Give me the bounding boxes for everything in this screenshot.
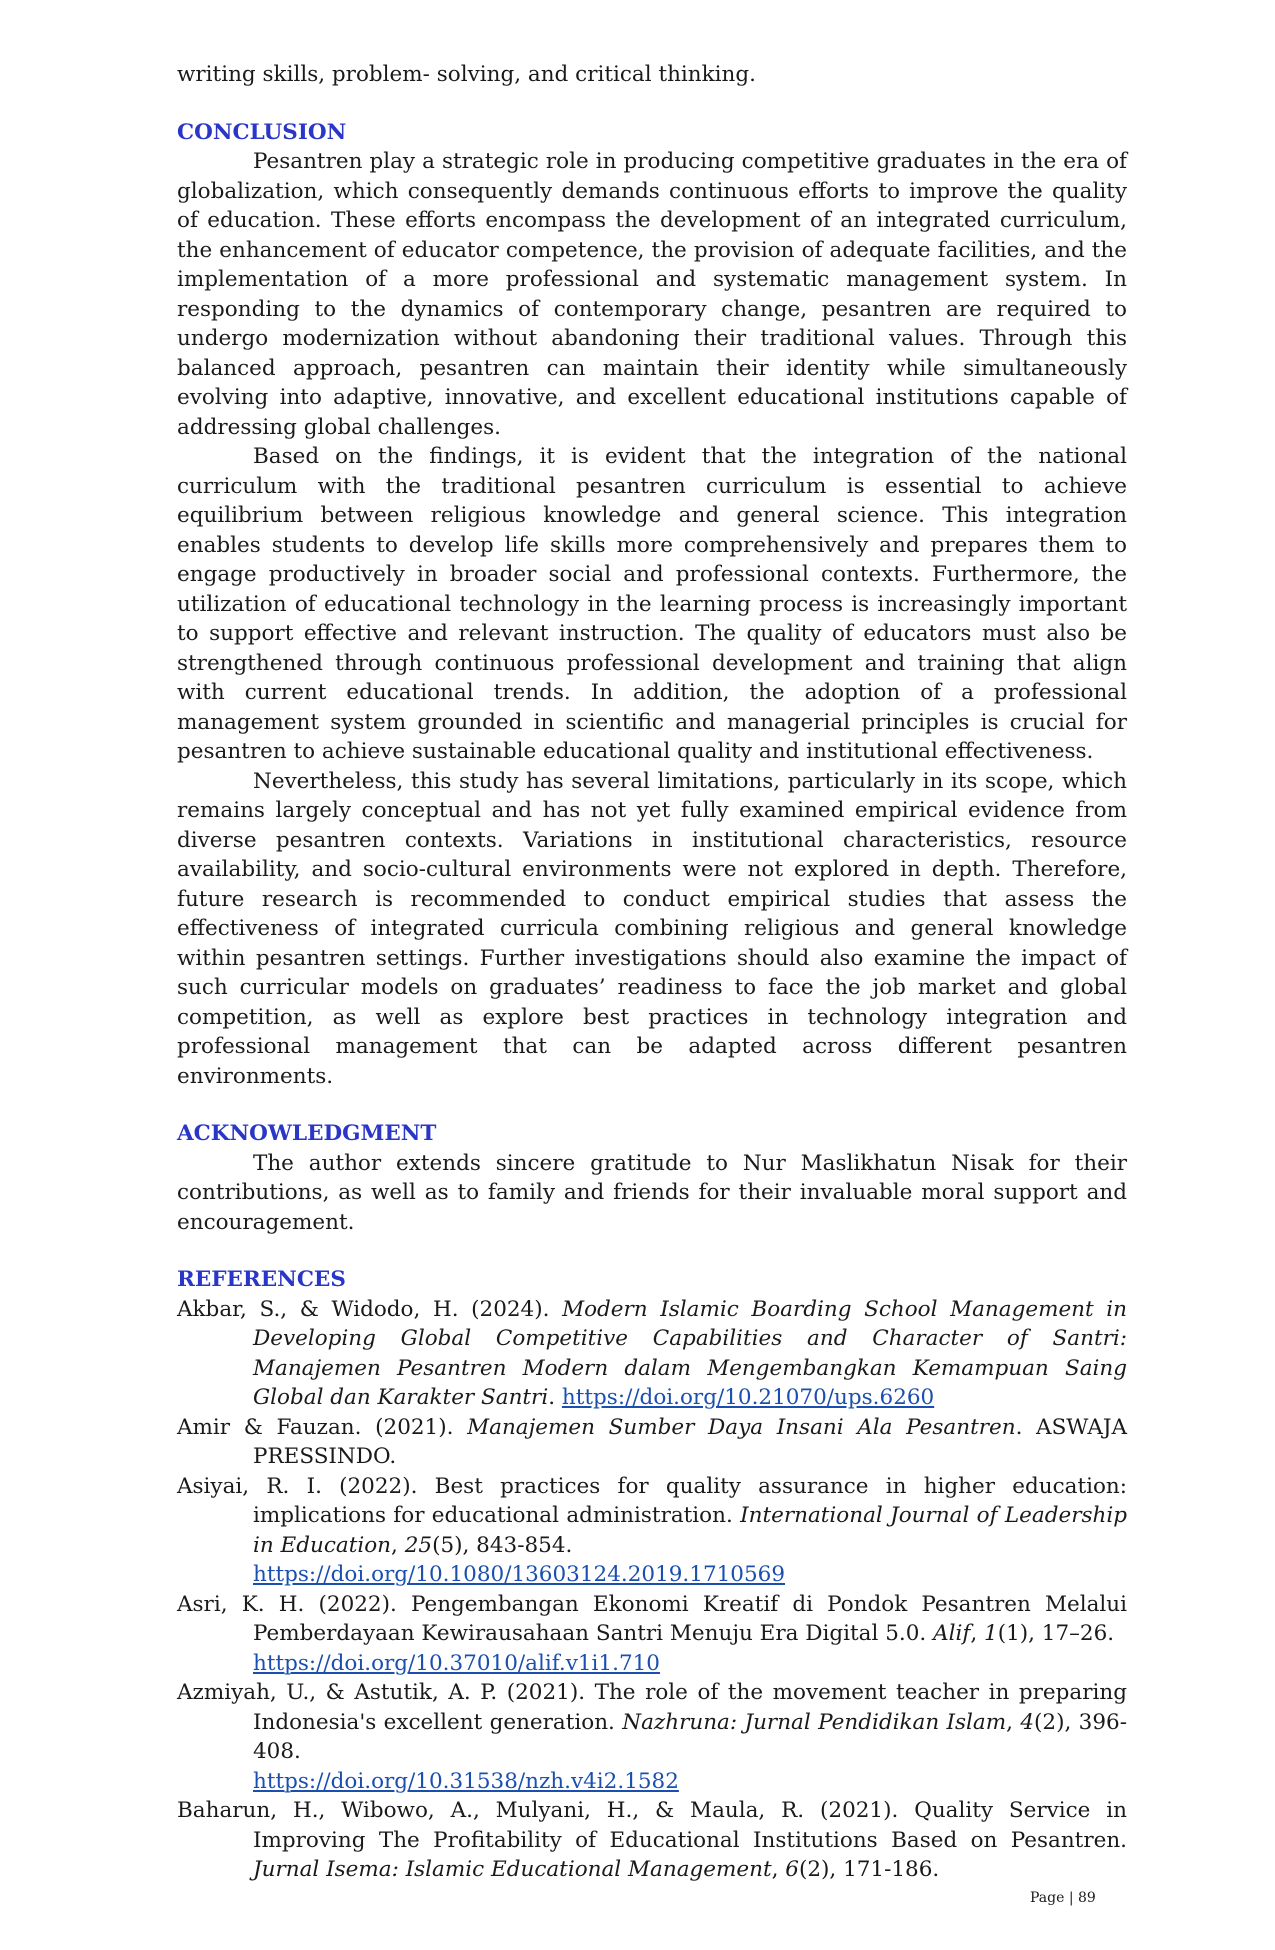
document-page xyxy=(177,60,1127,1885)
conclusion-paragraph-1: Pesantren play a strategic role in producing competitive graduates in the era of globalization, which consequently demands continuous efforts to improve the quality of education. These efforts encompass the development of an integrated curriculum, the enhancement of educator competence, the provision of adequate facilities, and the implementation of a more professional and systematic management system. In responding to the dynamics of contemporary change, pesantren are required to undergo modernization without abandoning their traditional values. Through this balanced approach, pesantren can maintain their identity while simultaneously evolving into adaptive, innovative, and excellent educational institutions capable of addressing global challenges. xyxy=(177,149,1127,440)
reference-journal: Alif xyxy=(933,1621,971,1646)
reference-authors: Akbar, S., & Widodo, H. (2024). xyxy=(177,1296,563,1322)
reference-item-3 xyxy=(177,1472,1127,1590)
reference-authors: Amir & Fauzan. (2021). xyxy=(177,1414,468,1440)
acknowledgment-paragraph: The author extends sincere gratitude to Nur Maslikhatun Nisak for their contributions, as well as to family and friends for their invaluable moral support and encouragement. xyxy=(177,1150,1127,1235)
reference-volume: 1 xyxy=(984,1621,998,1646)
references-heading: REFERENCES xyxy=(177,1267,346,1292)
acknowledgment-heading: ACKNOWLEDGMENT xyxy=(177,1121,437,1146)
reference-tail: (2), 396-408. xyxy=(253,1709,1127,1764)
reference-title: Manajemen Sumber Daya Insani Ala Pesantren xyxy=(467,1414,1016,1440)
reference-volume: 25 xyxy=(404,1532,433,1558)
reference-title: Modern Islamic Boarding School Management in Developing Global Competitive Capabilities and Character of Santri: Manajemen Pesantren Modern dalam Mengembangkan Kemampuan Saing Global dan Karakter Santri xyxy=(253,1296,1127,1410)
reference-item-1 xyxy=(177,1295,1127,1413)
reference-volume: 6 xyxy=(785,1857,799,1882)
reference-sep: , xyxy=(771,1857,786,1882)
reference-journal: International Journal of Leadership in Education xyxy=(253,1503,1127,1558)
reference-tail: (5), 843-854. xyxy=(432,1532,573,1558)
reference-tail: (2), 171-186. xyxy=(798,1857,940,1882)
reference-volume: 4 xyxy=(1020,1709,1035,1735)
conclusion-paragraph-2: Based on the findings, it is evident that the integration of the national curriculum with the traditional pesantren curriculum is essential to achieve equilibrium between religious knowledge and general science. This integration enables students to develop life skills more comprehensively and prepares them to engage productively in broader social and professional contexts. Furthermore, the utilization of educational technology in the learning process is increasingly important to support effective and relevant instruction. The quality of educators must also be strengthened through continuous professional development and training that align with current educational trends. In addition, the adoption of a professional management system grounded in scientific and managerial principles is crucial for pesantren to achieve sustainable educational quality and institutional effectiveness. xyxy=(177,444,1127,764)
continuation-line: writing skills, problem- solving, and critical thinking. xyxy=(177,62,756,87)
reference-doi-link[interactable]: https://doi.org/10.21070/ups.6260 xyxy=(561,1385,935,1410)
reference-tail: (1), 17–26. xyxy=(997,1621,1115,1646)
reference-tail: . ASWAJA PRESSINDO. xyxy=(253,1414,1128,1469)
reference-doi-link[interactable]: https://doi.org/10.1080/13603124.2019.1710569 xyxy=(253,1562,786,1587)
reference-authors: Asiyai, R. I. (2022). Best practices for quality assurance in higher education: implications for educational administration. xyxy=(177,1473,1127,1528)
conclusion-paragraph-3: Nevertheless, this study has several limitations, particularly in its scope, which remains largely conceptual and has not yet fully examined empirical evidence from diverse pesantren contexts. Variations in institutional characteristics, resource availability, and socio-cultural environments were not explored in depth. Therefore, future research is recommended to conduct empirical studies that assess the effectiveness of integrated curricula combining religious and general knowledge within pesantren settings. Further investigations should also examine the impact of such curricular models on graduates’ readiness to face the job market and global competition, as well as explore best practices in technology integration and professional management that can be adapted across different pesantren environments. xyxy=(177,768,1127,1089)
reference-item-4 xyxy=(177,1590,1127,1679)
reference-doi-link[interactable]: https://doi.org/10.31538/nzh.v4i2.1582 xyxy=(253,1768,679,1794)
reference-sep: , xyxy=(391,1532,405,1558)
reference-doi-link[interactable]: https://doi.org/10.37010/alif.v1i1.710 xyxy=(253,1650,660,1676)
reference-authors: Asri, K. H. (2022). Pengembangan Ekonomi Kreatif di Pondok Pesantren Melalui Pemberdayaan Kewirausahaan Santri Menuju Era Digital 5.0. xyxy=(177,1591,1127,1646)
reference-journal: Nazhruna: Jurnal Pendidikan Islam xyxy=(622,1709,1007,1735)
reference-authors: Baharun, H., Wibowo, A., Mulyani, H., & Maula, R. (2021). Quality Service in Improving The Profitability of Educational Institutions Based on Pesantren. xyxy=(177,1798,1127,1853)
reference-tail: . xyxy=(548,1385,556,1410)
reference-sep: , xyxy=(1006,1709,1021,1735)
reference-item-5 xyxy=(177,1678,1127,1796)
conclusion-heading: CONCLUSION xyxy=(177,119,347,145)
reference-item-6 xyxy=(177,1796,1127,1885)
reference-item-2 xyxy=(177,1413,1127,1472)
reference-journal: Jurnal Isema: Islamic Educational Management xyxy=(253,1857,772,1882)
reference-sep: , xyxy=(970,1621,984,1646)
page-number: Page | 89 xyxy=(1030,1890,1096,1906)
reference-authors: Azmiyah, U., & Astutik, A. P. (2021). The role of the movement teacher in preparing Indonesia's excellent generation. xyxy=(177,1680,1127,1735)
